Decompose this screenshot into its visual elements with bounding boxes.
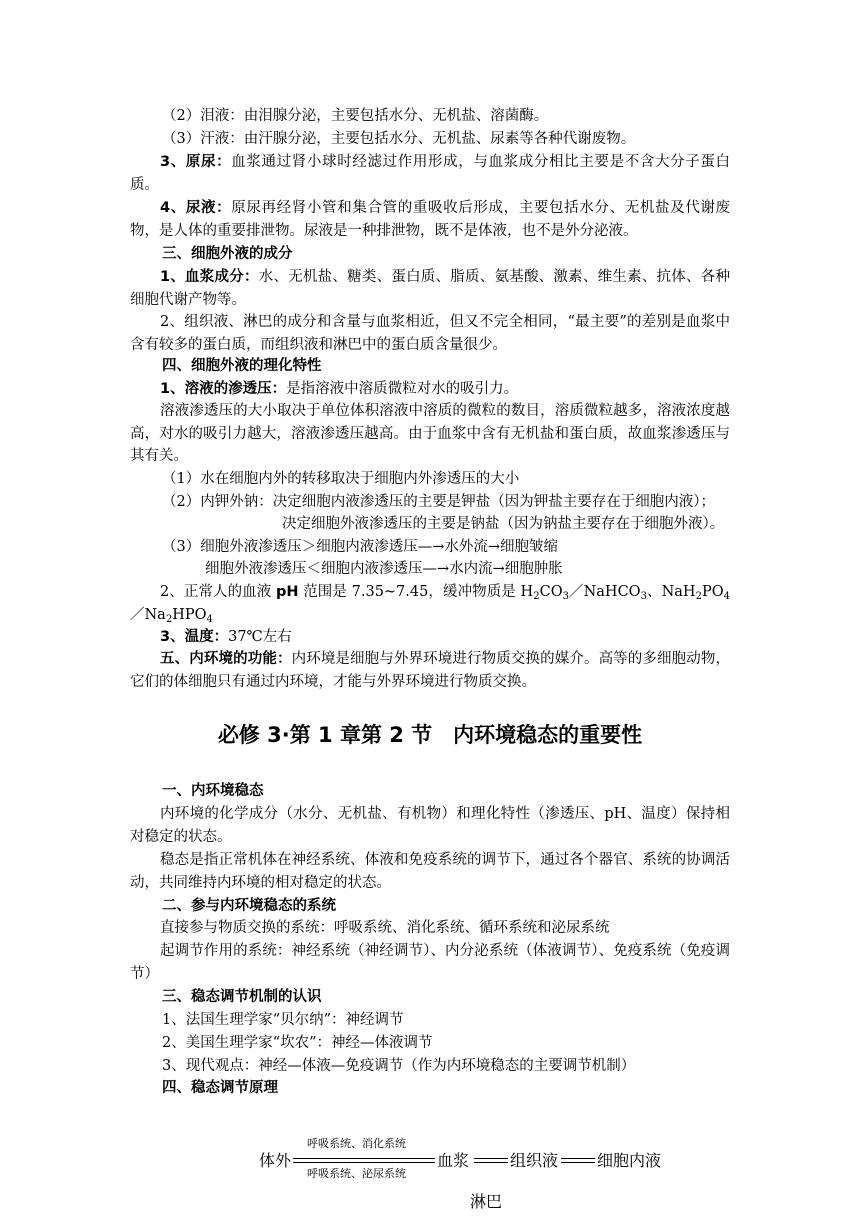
term-heading: 1、溶液的渗透压：: [160, 381, 287, 397]
paragraph-tissue-fluid: 2、组织液、淋巴的成分和含量与血浆相近，但又不完全相同，“最主要”的差别是血浆中含有较多的蛋白质，而组织液和淋巴中的蛋白质含量很少。: [130, 314, 730, 353]
text-line: （3）汗液：由汗腺分泌，主要包括水分、无机盐、尿素等各种代谢废物。: [162, 131, 636, 147]
text-line: 3、现代观点：神经—体液—免疫调节（作为内环境稳态的主要调节机制）: [162, 1058, 636, 1074]
diagram-node-intracellular: 细胞内液: [597, 1151, 662, 1170]
paragraph-ph: 2、正常人的血液 pH 范围是 7.35~7.45，缓冲物质是 $H_2CO_3/NaHCO_3$、$NaH_2PO_4/Na_2HPO_4$: [130, 584, 730, 625]
term-heading: 3、原尿：: [160, 154, 232, 170]
section-heading: 四、稳态调节原理: [162, 1080, 278, 1096]
paragraph-osmotic-detail: 溶液渗透压的大小取决于单位体积溶液中溶质的微粒的数目，溶质微粒越多，溶液浓度越高，对水的吸引力越大，溶液渗透压越高。由于血浆中含有无机盐和蛋白质，故血浆渗透压与其有关。: [130, 403, 730, 464]
diagram-node-tissue-fluid: 组织液: [510, 1151, 559, 1170]
paragraph-homeostasis-concept: 稳态是指正常机体在神经系统、体液和免疫系统的调节下，通过各个器官、系统的协调活动，共同维持内环境的相对稳定的状态。: [130, 852, 730, 891]
paragraph-urine: 4、尿液：原尿再经肾小管和集合管的重吸收后形成，主要包括水分、无机盐及代谢废物，是人体的重要排泄物。尿液是一种排泄物，既不是体液，也不是外分泌液。: [130, 200, 731, 239]
diagram-connector: [474, 1158, 508, 1163]
section-heading: 二、参与内环境稳态的系统: [162, 898, 336, 914]
diagram-label-bottom: 呼吸系统、泌尿系统: [307, 1167, 406, 1180]
paragraph-systems: 直接参与物质交换的系统：呼吸系统、消化系统、循环系统和泌尿系统: [160, 920, 610, 936]
section-heading: 三、稳态调节机制的认识: [162, 989, 322, 1005]
paragraph-temperature: 3、温度：37℃左右: [160, 629, 292, 645]
term-heading: 五、内环境的功能：: [160, 651, 292, 667]
section-heading: 四、细胞外液的理化特性: [162, 358, 322, 374]
homeostasis-diagram: [255, 1132, 675, 1216]
paragraph-regulation-systems: 起调节作用的系统：神经系统（神经调节）、内分泌系统（体液调节）、免疫系统（免疫调节）: [130, 943, 730, 982]
term-heading: 4、尿液：: [160, 200, 232, 216]
text-line: （2）内钾外钠：决定细胞内液渗透压的主要是钾盐（因为钾盐主要存在于细胞内液）；: [162, 494, 715, 510]
diagram-node-lymph: 淋巴: [470, 1192, 503, 1211]
term-heading: 3、温度：: [160, 629, 229, 645]
section-heading: 三、细胞外液的成分: [162, 246, 293, 262]
section-title: 必修 3·第 1 章第 2 节 内环境稳态的重要性: [217, 723, 643, 747]
text-line: 1、法国生理学家“贝尔纳”：神经调节: [162, 1012, 404, 1028]
paragraph-primary-urine: 3、原尿：血浆通过肾小球时经滤过作用形成，与血浆成分相比主要是不含大分子蛋白质。: [130, 154, 731, 193]
text-line: （3）细胞外液渗透压＞细胞内液渗透压—→水外流→细胞皱缩: [162, 539, 559, 555]
section-heading: 一、内环境稳态: [162, 783, 264, 799]
diagram-node-plasma: 血浆: [437, 1151, 470, 1170]
diagram-label-top: 呼吸系统、消化系统: [307, 1137, 406, 1150]
text-line: （2）泪液：由泪腺分泌，主要包括水分、无机盐、溶菌酶。: [162, 108, 549, 124]
paragraph-function: 五、内环境的功能：内环境是细胞与外界环境进行物质交换的媒介。高等的多细胞动物，它们的体细胞只有通过内环境，才能与外界环境进行物质交换。: [130, 651, 731, 690]
diagram-connector: [293, 1158, 435, 1163]
text-line: 决定细胞外液渗透压的主要是钠盐（因为钠盐主要存在于细胞外液）。: [282, 516, 725, 532]
diagram-node-outside: 体外: [259, 1151, 292, 1170]
term-heading: 1、血浆成分：: [160, 269, 259, 285]
paragraph-osmotic-pressure: 1、溶液的渗透压：是指溶液中溶质微粒对水的吸引力。: [160, 381, 519, 397]
paragraph-plasma-components: 1、血浆成分：水、无机盐、糖类、蛋白质、脂质、氨基酸、激素、维生素、抗体、各种细胞代谢产物等。: [130, 269, 730, 308]
diagram-connector: [561, 1158, 595, 1163]
text-line: 细胞外液渗透压＜细胞内液渗透压—→水内流→细胞肿胀: [205, 561, 563, 577]
text-line: 2、美国生理学家“坎农”：神经—体液调节: [162, 1035, 433, 1051]
paragraph-homeostasis-def: 内环境的化学成分（水分、无机盐、有机物）和理化特性（渗透压、pH、温度）保持相对稳定的状态。: [130, 806, 730, 845]
text-line: （1）水在细胞内外的转移取决于细胞内外渗透压的大小: [162, 471, 520, 487]
